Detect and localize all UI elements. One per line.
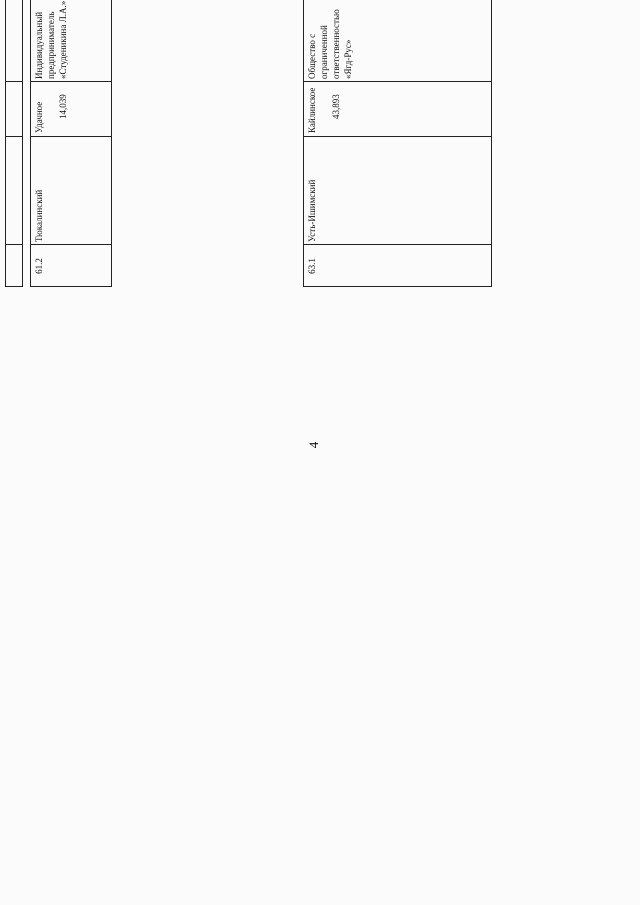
- area-value: 43,893: [331, 94, 341, 119]
- area-value: 14,039: [58, 94, 68, 119]
- col-divider: [30, 136, 112, 137]
- district: Тюкалинский: [34, 189, 44, 242]
- col-divider: [303, 244, 492, 245]
- col-divider: [5, 244, 23, 245]
- hunting-ground-name: Кайлинское: [307, 87, 317, 133]
- col-divider: [303, 286, 492, 287]
- hunting-ground-name: Удачное: [34, 101, 44, 133]
- col-divider: [303, 81, 492, 82]
- owner: Индивидуальный предприниматель «Студеникина Л.А.»: [34, 0, 69, 79]
- col-divider: [303, 136, 492, 137]
- row-number: 63.1: [307, 258, 317, 274]
- col-divider: [5, 286, 23, 287]
- page-number: 4: [306, 441, 321, 449]
- col-divider: [30, 244, 112, 245]
- rotated-table-sheet: [5, 0, 545, 305]
- col-divider: [30, 81, 112, 82]
- col-divider: [5, 81, 23, 82]
- district: Усть-Ишимский: [307, 179, 317, 242]
- owner: Общество с ограниченной ответственностью «Ягд-Рус»: [307, 9, 354, 79]
- col-divider: [30, 286, 112, 287]
- col-divider: [5, 136, 23, 137]
- row-number: 61.2: [34, 258, 44, 274]
